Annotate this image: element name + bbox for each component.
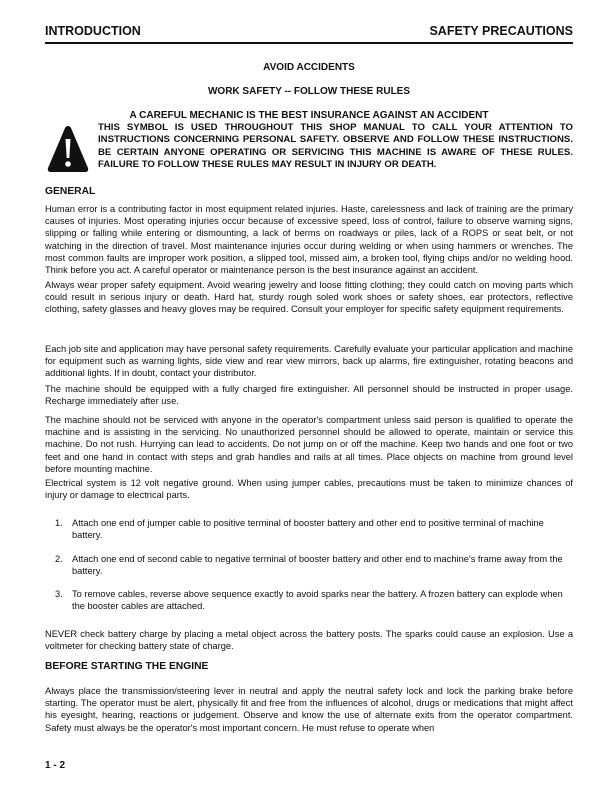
- step-number: 2.: [55, 554, 63, 564]
- step-number: 3.: [55, 589, 63, 599]
- title-careful-mechanic: A CAREFUL MECHANIC IS THE BEST INSURANCE AGAINST AN ACCIDENT: [129, 110, 489, 121]
- step-text: To remove cables, reverse above sequence exactly to avoid sparks near the battery. A frozen battery can explode when the booster cables are attached.: [72, 589, 563, 612]
- paragraph-servicing: The machine should not be serviced with anyone in the operator's compartment unless said person is qualified to operate the machine and is assisting in the servicing. No unauthorized personnel should be allowed to operate, maintain or service this machine. Do not rush. Hurrying can lead to accidents. Do not jump on or off the machine. Keep two hands and one foot or two feet and one hand in contact with steps and grab handles and rails at all times. Place objects on machine from ground level before mounting machine.: [45, 415, 573, 474]
- title-avoid-accidents: AVOID ACCIDENTS: [263, 62, 355, 73]
- warning-text: THIS SYMBOL IS USED THROUGHOUT THIS SHOP MANUAL TO CALL YOUR ATTENTION TO INSTRUCTIONS CONCERNING PERSONAL SAFETY. OBSERVE AND FOLLOW THESE INSTRUCTIONS. BE CERTAIN ANYONE OPERATING OR SERVICING THIS MACHINE IS AWARE OF THESE RULES. FAILURE TO FOLLOW THESE RULES MAY RESULT IN INJURY OR DEATH.: [98, 122, 573, 170]
- section-title: SAFETY PRECAUTIONS: [429, 24, 573, 38]
- warning-triangle-icon: [47, 124, 89, 174]
- paragraph-human-error: Human error is a contributing factor in most equipment related injuries. Haste, carelessness and lack of training are the primary causes of injuries. Most operating injuries occur because of excessive speed, loss of control, failure to observe warning signs, slipping or falling while entering or dismounting, a lack of berms on roadways or piles, lack of a ROPS or seat belt, or not watching in the direction of travel. Most maintenance injuries occur during welding or when using hammers or wrenches. The most common faults are improper work position, a slipped tool, missed aim, a broken tool, flying chips and/or no welding hood. Think before you act. A careful operator or maintenance person is the best insurance against an accident.: [45, 204, 573, 276]
- chapter-title: INTRODUCTION: [45, 24, 141, 38]
- paragraph-fire-extinguisher: The machine should be equipped with a fully charged fire extinguisher. All personnel should be instructed in proper usage. Recharge immediately after use.: [45, 384, 573, 407]
- safety-warning-block: [45, 122, 573, 182]
- paragraph-electrical: Electrical system is 12 volt negative ground. When using jumper cables, precautions must be taken to minimize chances of injury or damage to electrical parts.: [45, 478, 573, 501]
- paragraph-before-starting: Always place the transmission/steering lever in neutral and apply the neutral safety lock and lock the parking brake before starting. The operator must be alert, physically fit and free from the influences of alcohol, drugs or medications that might affect his eyesight, hearing, reactions or judgement. Observe and know the use of alternate exits from the operator compartment. Safety must always be the operator's most important concern. He must refuse to operate when: [45, 686, 573, 733]
- heading-before-starting: BEFORE STARTING THE ENGINE: [45, 661, 209, 672]
- title-work-safety: WORK SAFETY -- FOLLOW THESE RULES: [207, 86, 411, 97]
- paragraph-job-site: Each job site and application may have personal safety requirements. Carefully evaluate your particular application and machine for equipment such as warning lights, side view and rear view mirrors, back up alarms, fire extinguisher, rotating beacons and additional lights. If in doubt, contact your distributor.: [45, 344, 573, 379]
- page-header: [45, 24, 573, 44]
- step-text: Attach one end of second cable to negative terminal of booster battery and other end to machine's frame away from the battery.: [72, 554, 563, 577]
- step-number: 1.: [55, 518, 63, 528]
- paragraph-safety-equipment: Always wear proper safety equipment. Avoid wearing jewelry and loose fitting clothing; they could catch on moving parts which could result in serious injury or death. Hard hat, sturdy rough soled work shoes or safety shoes, ear protectors, reflective clothing, safety glasses and heavy gloves may be required. Consult your employer for specific safety equipment requirements.: [45, 280, 573, 315]
- step-text: Attach one end of jumper cable to positive terminal of booster battery and other end to positive terminal of machine battery.: [72, 518, 544, 541]
- paragraph-battery-check: NEVER check battery charge by placing a metal object across the battery posts. The sparks could cause an explosion. Use a voltmeter for checking battery state of charge.: [45, 629, 573, 652]
- heading-general: GENERAL: [45, 186, 96, 197]
- page-number: 1 - 2: [45, 760, 66, 771]
